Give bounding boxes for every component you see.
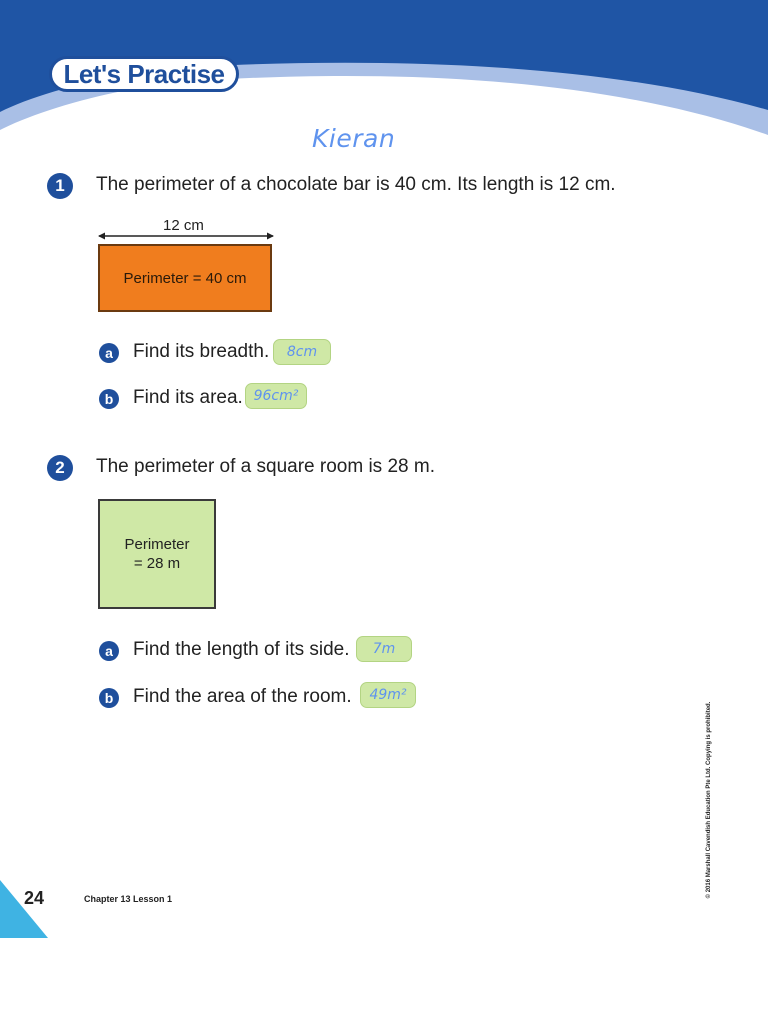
answer-1b: 96cm²	[245, 383, 307, 409]
square-room	[98, 499, 216, 609]
page-number: 24	[24, 888, 45, 908]
question-2-text: The perimeter of a square room is 28 m.	[96, 456, 435, 477]
part-1b-text: Find its area.	[133, 387, 243, 408]
part-1b-badge: b	[99, 389, 119, 409]
chocolate-bar-rectangle	[98, 244, 272, 312]
part-2a-text: Find the length of its side.	[133, 639, 350, 660]
question-2-number: 2	[47, 455, 73, 481]
question-1-number: 1	[47, 173, 73, 199]
part-1a-text: Find its breadth.	[133, 341, 270, 362]
chocolate-bar-label: Perimeter = 40 cm	[123, 269, 247, 287]
section-title: Let's Practise	[63, 58, 225, 89]
student-name-handwriting: Kieran	[312, 124, 396, 153]
length-dimension-label: 12 cm	[163, 217, 204, 234]
part-2b-text: Find the area of the room.	[133, 686, 352, 707]
copyright-notice: © 2016 Marshall Cavendish Education Pte Ltd. Copying is prohibited.	[706, 701, 712, 899]
section-title-badge	[49, 56, 239, 92]
square-room-label-line2: = 28 m	[133, 555, 181, 572]
part-1a-badge: a	[99, 343, 119, 363]
length-dimension-arrow	[96, 230, 276, 242]
answer-2a: 7m	[356, 636, 412, 662]
question-1-text: The perimeter of a chocolate bar is 40 cm. Its length is 12 cm.	[96, 174, 616, 195]
square-room-label-line1: Perimeter	[124, 536, 190, 553]
answer-1a: 8cm	[273, 339, 331, 365]
part-2b-badge: b	[99, 688, 119, 708]
answer-2b: 49m²	[360, 682, 416, 708]
chapter-lesson-reference: Chapter 13 Lesson 1	[84, 894, 173, 904]
part-2a-badge: a	[99, 641, 119, 661]
